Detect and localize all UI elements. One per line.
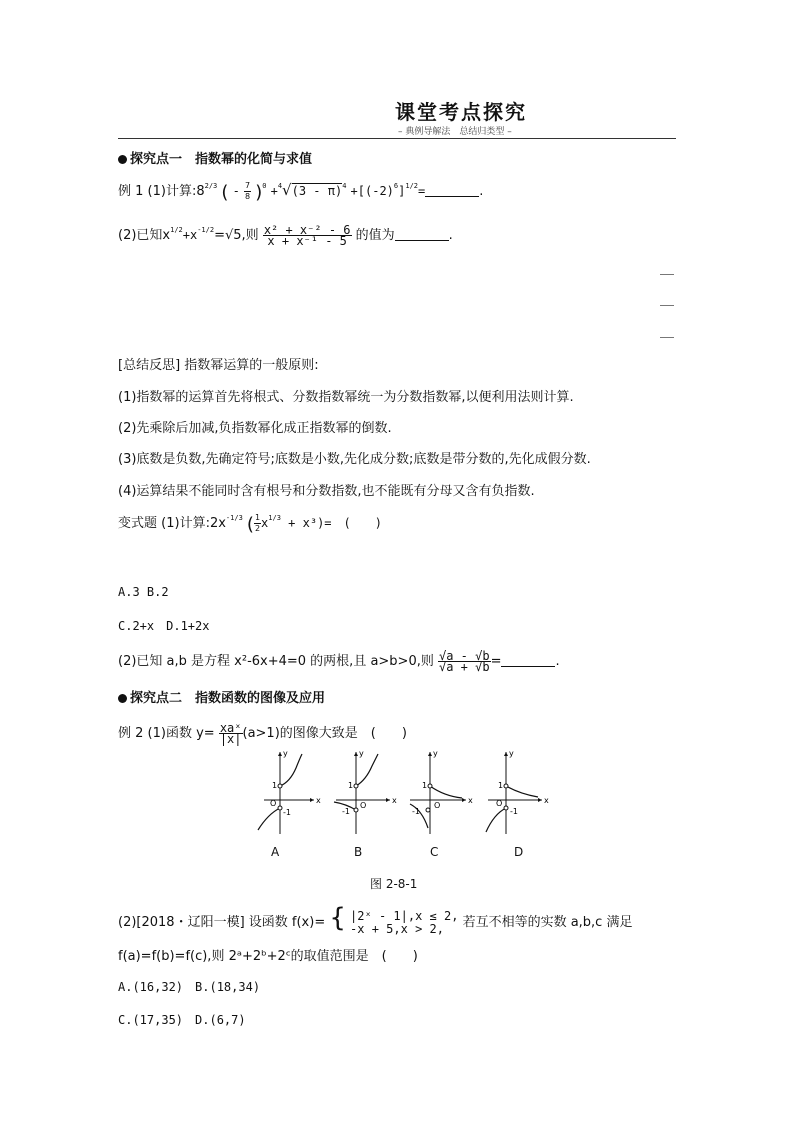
graph-b xyxy=(334,749,397,834)
rule-item: (4)运算结果不能同时含有根号和分数指数,也不能既有分母又含有负指数. xyxy=(118,484,535,499)
margin-dash xyxy=(660,274,674,275)
page-subtitle: – 典例导解法 总结归类型 – xyxy=(398,127,512,137)
section2-heading: 探究点二 指数函数的图像及应用 xyxy=(118,687,325,706)
variant-options-row2: C.2+x D.1+2x xyxy=(118,619,210,633)
rule-item: (2)先乘除后加减,负指数幂化成正指数幂的倒数. xyxy=(118,421,392,436)
svg-text:x: x xyxy=(544,796,549,805)
graph-label-d: D xyxy=(514,845,524,859)
exponent: 2/3 xyxy=(204,182,218,190)
svg-text:-1: -1 xyxy=(510,807,518,816)
variant-label: 变式题 xyxy=(118,516,158,531)
example1-label: 例 1 xyxy=(118,184,144,199)
svg-text:1: 1 xyxy=(498,781,504,790)
variant-part2: (2)已知 a,b 是方程 x²-6x+4=0 的两根,且 a>b>0,则 $\frac{√a - √b}{√a + √b}$ = . xyxy=(118,649,560,674)
variant-options-row1: A.3 B.2 xyxy=(118,585,169,599)
function-graphs xyxy=(256,748,549,838)
piecewise-case-1: |2ˣ - 1|,x ≤ 2, xyxy=(350,908,459,923)
example2-options-row1: A.(16,32) B.(18,34) xyxy=(118,980,261,994)
tick-neg-one: -1 xyxy=(283,808,291,817)
svg-text:x: x xyxy=(468,796,473,805)
page-title: 课堂考点探究 xyxy=(395,100,527,124)
axis-y-label: y xyxy=(283,749,288,758)
example1-part1: 例 1 (1)计算$:8^{2/3}$ ( - $\frac{7}{8}$ )$^0 +^4√(3 - \pi)^4 +[(-2)^6]^{1/2}=$ . xyxy=(118,181,484,203)
graph-d xyxy=(486,749,549,834)
figure-caption: 图 2-8-1 xyxy=(370,877,418,891)
summary-title: [总结反思] 指数幂运算的一般原则: xyxy=(118,358,319,373)
example2-part1: 例 2 (1)函数 y= $\frac{\text{xaˣ}}{|x|}$ (a>1)的图像大致是 ( ) xyxy=(118,721,407,746)
origin-label: O xyxy=(270,799,277,808)
section-bullet-icon xyxy=(118,155,127,164)
fraction: $\frac{\text{xaˣ}}{|x|}$ xyxy=(219,721,242,746)
axis-x-label: x xyxy=(316,796,321,805)
piecewise-case-2: -x + 5,x > 2, xyxy=(350,921,444,936)
svg-text:O: O xyxy=(496,799,503,808)
graph-c xyxy=(410,749,473,834)
tick-one: 1 xyxy=(272,781,278,790)
title-rule xyxy=(118,138,676,139)
fraction: $\frac{√a - √b}{√a + √b}$ xyxy=(439,649,490,674)
graph-label-b: B xyxy=(354,845,363,859)
answer-blank xyxy=(395,228,449,241)
svg-text:y: y xyxy=(433,749,438,758)
svg-text:y: y xyxy=(359,749,364,758)
svg-text:1: 1 xyxy=(348,781,354,790)
svg-text:1: 1 xyxy=(422,781,428,790)
example2-part2-line2: f(a)=f(b)=f(c),则 2ᵃ+2ᵇ+2ᶜ的取值范围是 ( ) xyxy=(118,949,418,964)
graph-label-a: A xyxy=(271,845,280,859)
svg-text:O: O xyxy=(360,801,367,810)
example2-part2: (2)[2018・辽阳一模] 设函数 f(x)= { |2ˣ - 1|,x ≤ 2, -x + 5,x > 2, 若互不相等的实数 a,b,c 满足 xyxy=(118,903,633,936)
svg-text:-1: -1 xyxy=(342,807,350,816)
answer-blank xyxy=(501,654,555,667)
margin-dash xyxy=(660,305,674,306)
graph-a xyxy=(258,749,321,834)
variant-part1: 变式题 (1)计算$:2x^{-1/3}$ ( $\frac{1}{2}$ $x^{1/3} + x^3)=$ ( ) xyxy=(118,513,382,535)
margin-dash xyxy=(660,337,674,338)
section-bullet-icon xyxy=(118,694,127,703)
graph-label-c: C xyxy=(430,845,439,859)
example2-options-row2: C.(17,35) D.(6,7) xyxy=(118,1013,246,1027)
svg-text:O: O xyxy=(434,801,441,810)
svg-text:x: x xyxy=(392,796,397,805)
svg-text:y: y xyxy=(509,749,514,758)
example1-part2: (2)已知$x^{1/2}+x^{-1/2}=√5$,则 $\frac{\text{x² + x⁻² - 6}}{\text{x + x⁻¹ - 5}}$ 的值为 . xyxy=(118,223,453,248)
rule-item: (1)指数幂的运算首先将根式、分数指数幂统一为分数指数幂,以便利用法则计算. xyxy=(118,390,574,405)
answer-blank xyxy=(425,184,479,197)
fraction: $\frac{7}{8}$ xyxy=(244,181,251,201)
section1-heading: 探究点一 指数幂的化简与求值 xyxy=(118,148,312,167)
fraction: $\frac{\text{x² + x⁻² - 6}}{\text{x + x⁻¹ - 5}}$ xyxy=(263,223,351,248)
rule-item: (3)底数是负数,先确定符号;底数是小数,先化成分数;底数是带分数的,先化成假分数. xyxy=(118,452,591,467)
svg-text:-1: -1 xyxy=(412,807,420,816)
